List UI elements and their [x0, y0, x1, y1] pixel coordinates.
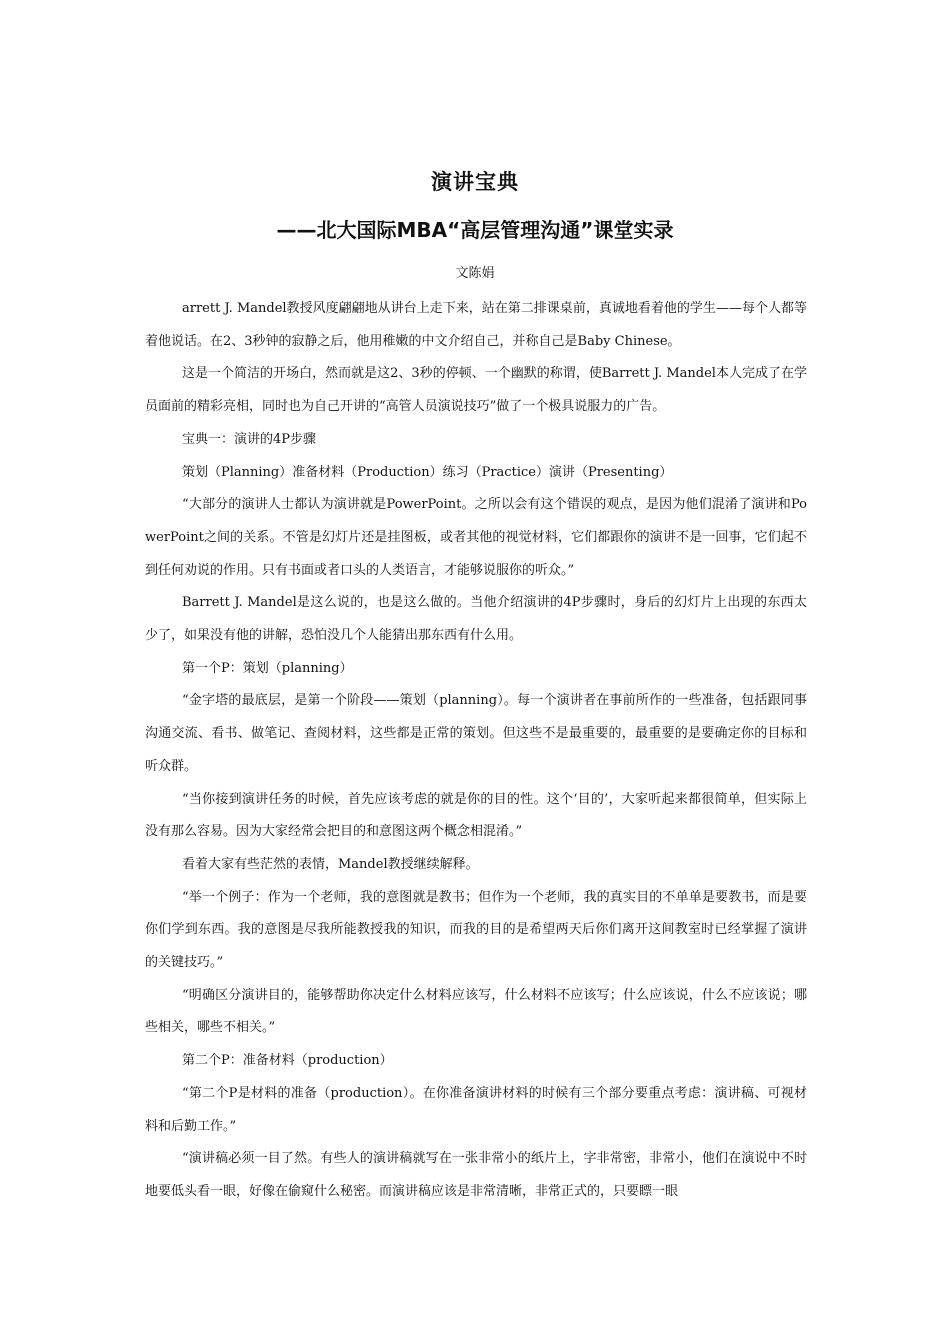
paragraph-6: Barrett J. Mandel是这么说的，也是这么做的。当他介绍演讲的4P步骤时，身后的幻灯片上出现的东西太少了，如果没有他的讲解，恐怕没几个人能猜出那东西有什么用。: [145, 595, 807, 644]
author-name: 文陈娟: [455, 266, 495, 281]
section-heading-1: 宝典一：演讲的4P步骤: [182, 431, 317, 447]
paragraph-8: “金字塔的最底层，是第一个阶段——策划（planning）。每一个演讲者在事前所作的一些准备，包括跟同事沟通交流、看书、做笔记、查阅材料，这些都是正常的策划。但这些不是最重要的，最重要的是要确定你的目标和听众群。: [145, 693, 807, 774]
paragraph-1: arrett J. Mandel教授风度翩翩地从讲台上走下来，站在第二排课桌前，真诚地看着他的学生——每个人都等着他说话。在2、3秒钟的寂静之后，他用稚嫩的中文介绍自己，并称自己是Baby Chinese。: [145, 301, 807, 349]
paragraph-14: “第二个P是材料的准备（production）。在你准备演讲材料的时候有三个部分要重点考虑：演讲稿、可视材料和后勤工作。”: [145, 1085, 807, 1134]
paragraph-2: 这是一个简洁的开场白，然而就是这2、3秒的停顿、一个幽默的称谓，使Barrett J. Mandel本人完成了在学员面前的精彩亮相，同时也为自己开讲的“高管人员演说技巧”做了一个极具说服力的广告。: [145, 366, 807, 415]
subheading-planning: 第一个P：策划（planning）: [182, 660, 353, 676]
paragraph-15: “演讲稿必须一目了然。有些人的演讲稿就写在一张非常小的纸片上，字非常密，非常小，他们在演说中不时地要低头看一眼，好像在偷窥什么秘密。而演讲稿应该是非常清晰，非常正式的，只要瞟一眼: [145, 1151, 807, 1199]
document-title: 演讲宝典: [431, 170, 519, 194]
paragraph-9: “当你接到演讲任务的时候，首先应该考虑的就是你的目的性。这个‘目的’，大家听起来都很简单，但实际上没有那么容易。因为大家经常会把目的和意图这两个概念相混淆。”: [145, 791, 807, 840]
document-subtitle: ——北大国际MBA“高层管理沟通”课堂实录: [276, 218, 674, 242]
document-body: [145, 293, 807, 1209]
paragraph-12: “明确区分演讲目的，能够帮助你决定什么材料应该写，什么材料不应该写；什么应该说，什么不应该说；哪些相关，哪些不相关。”: [145, 987, 807, 1036]
paragraph-5: “大部分的演讲人士都认为演讲就是PowerPoint。之所以会有这个错误的观点，是因为他们混淆了演讲和PowerPoint之间的关系。不管是幻灯片还是挂图板，或者其他的视觉材料，它们都跟你的演讲不是一回事，它们起不到任何劝说的作用。只有书面或者口头的人类语言，才能够说服你的听众。”: [145, 497, 807, 578]
subheading-production: 第二个P：准备材料（production）: [182, 1053, 393, 1069]
paragraph-11: “举一个例子：作为一个老师，我的意图就是教书；但作为一个老师，我的真实目的不单单是要教书，而是要你们学到东西。我的意图是尽我所能教授我的知识，而我的目的是希望两天后你们离开这间教室时已经掌握了演讲的关键技巧。”: [145, 889, 807, 971]
paragraph-4p-steps: 策划（Planning）准备材料（Production）练习（Practice）演讲（Presenting）: [182, 464, 673, 480]
paragraph-10: 看着大家有些茫然的表情，Mandel教授继续解释。: [182, 856, 479, 872]
